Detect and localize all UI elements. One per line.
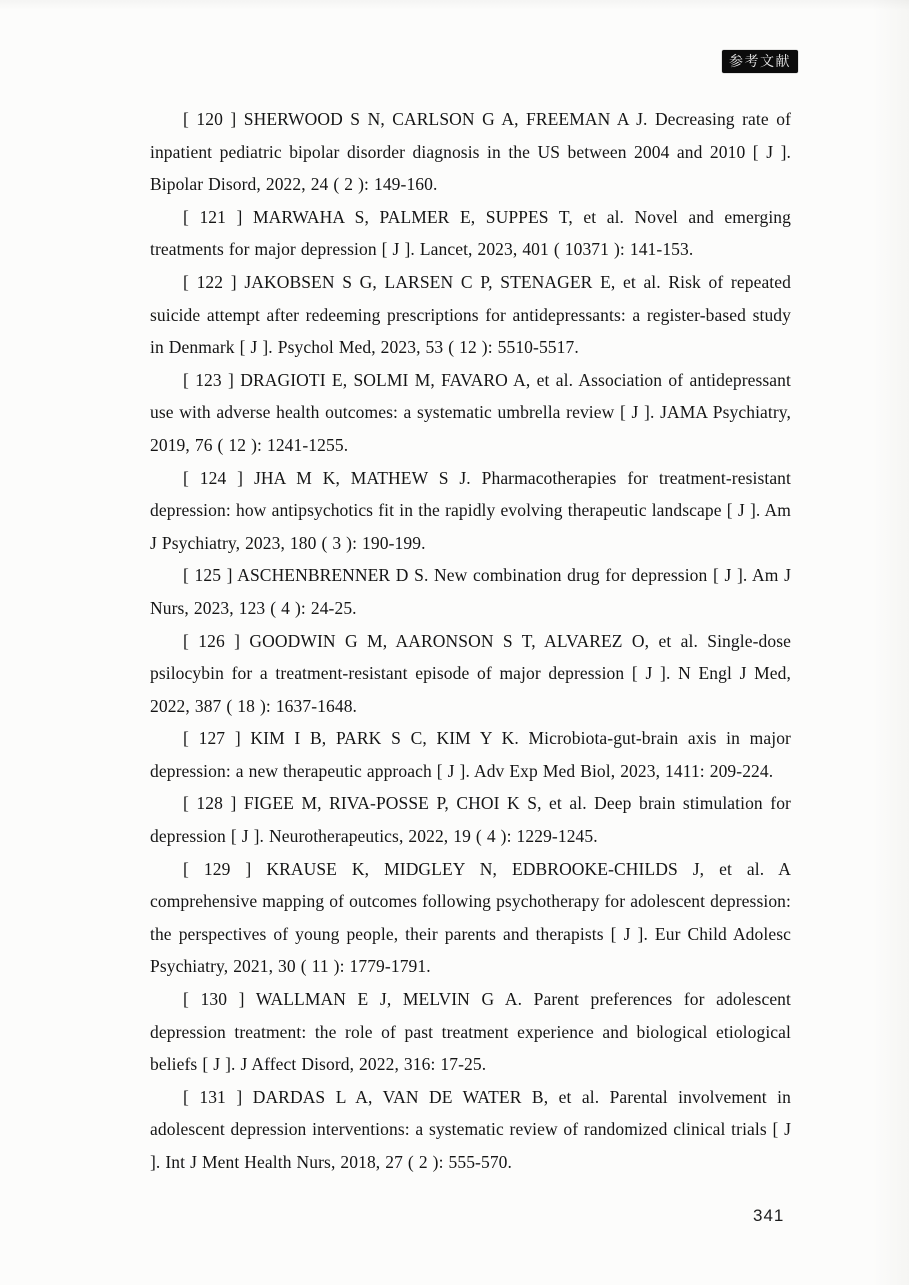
reference-item-129: [ 129 ] KRAUSE K, MIDGLEY N, EDBROOKE-CHILDS J, et al. A comprehensive mapping of outcomes following psychotherapy for adolescent depression: the perspectives of young people, their parents and therapists [ J ]. Eur Child Adolesc Psychiatry, 2021, 30 ( 11 ): 1779-1791. bbox=[150, 858, 791, 977]
reference-item-125: [ 125 ] ASCHENBRENNER D S. New combination drug for depression [ J ]. Am J Nurs, 2023, 123 ( 4 ): 24-25. bbox=[150, 565, 791, 618]
chapter-header-tag: 参考文献 bbox=[722, 50, 798, 73]
reference-item-128: [ 128 ] FIGEE M, RIVA-POSSE P, CHOI K S, et al. Deep brain stimulation for depression [ J ]. Neurotherapeutics, 2022, 19 ( 4 ): 1229-1245. bbox=[150, 793, 791, 847]
reference-item-122: [ 122 ] JAKOBSEN S G, LARSEN C P, STENAGER E, et al. Risk of repeated suicide attempt after redeeming prescriptions for antidepressants: a register-based study in Denmark [ J ]. Psychol Med, 2023, 53 ( 12 ): 5510-5517. bbox=[150, 271, 791, 358]
reference-item-126: [ 126 ] GOODWIN G M, AARONSON S T, ALVAREZ O, et al. Single-dose psilocybin for a treatment-resistant episode of major depression [ J ]. N Engl J Med, 2022, 387 ( 18 ): 1637-1648. bbox=[150, 630, 791, 716]
references-list bbox=[150, 103, 791, 1179]
reference-item-131: [ 131 ] DARDAS L A, VAN DE WATER B, et al. Parental involvement in adolescent depression interventions: a systematic review of randomized clinical trials [ J ]. Int J Ment Health Nurs, 2018, 27 ( 2 ): 555-570. bbox=[150, 1086, 791, 1172]
reference-item-121: [ 121 ] MARWAHA S, PALMER E, SUPPES T, et al. Novel and emerging treatments for major depression [ J ]. Lancet, 2023, 401 ( 10371 ): 141-153. bbox=[150, 206, 791, 260]
reference-item-120: [ 120 ] SHERWOOD S N, CARLSON G A, FREEMAN A J. Decreasing rate of inpatient pediatric bipolar disorder diagnosis in the US between 2004 and 2010 [ J ]. Bipolar Disord, 2022, 24 ( 2 ): 149-160. bbox=[150, 109, 791, 195]
reference-item-123: [ 123 ] DRAGIOTI E, SOLMI M, FAVARO A, et al. Association of antidepressant use with adverse health outcomes: a systematic umbrella review [ J ]. JAMA Psychiatry, 2019, 76 ( 12 ): 1241-1255. bbox=[150, 369, 791, 455]
reference-item-124: [ 124 ] JHA M K, MATHEW S J. Pharmacotherapies for treatment-resistant depression: how antipsychotics fit in the rapidly evolving therapeutic landscape [ J ]. Am J Psychiatry, 2023, 180 ( 3 ): 190-199. bbox=[150, 467, 791, 553]
reference-item-127: [ 127 ] KIM I B, PARK S C, KIM Y K. Microbiota-gut-brain axis in major depression: a new therapeutic approach [ J ]. Adv Exp Med Biol, 2023, 1411: 209-224. bbox=[150, 728, 791, 781]
page-number: 341 bbox=[753, 1206, 785, 1225]
reference-item-130: [ 130 ] WALLMAN E J, MELVIN G A. Parent preferences for adolescent depression treatment: the role of past treatment experience and biological etiological beliefs [ J ]. J Affect Disord, 2022, 316: 17-25. bbox=[150, 989, 791, 1075]
